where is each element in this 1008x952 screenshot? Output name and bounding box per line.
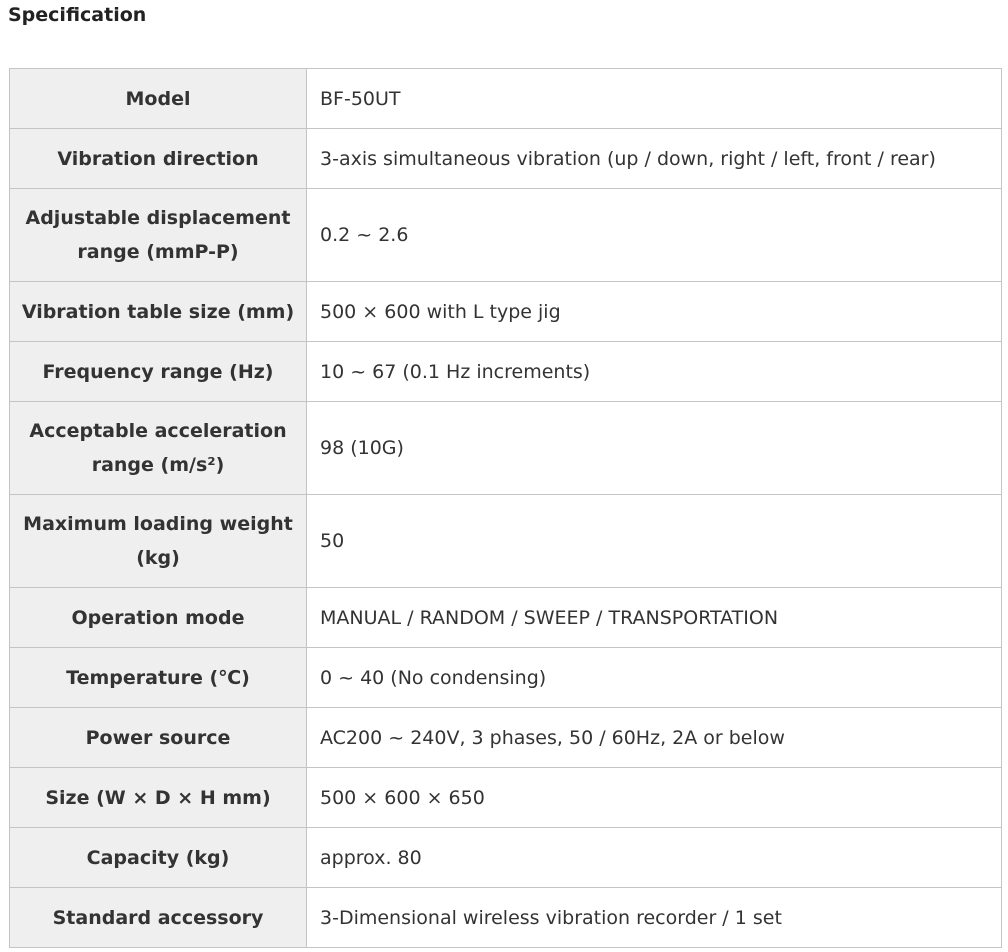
- page-title: Specification: [8, 4, 147, 26]
- spec-label-loading-weight: Maximum loading weight (kg): [10, 495, 307, 588]
- table-row: [10, 588, 1002, 648]
- spec-label-capacity: Capacity (kg): [10, 828, 307, 888]
- table-row: [10, 828, 1002, 888]
- spec-label-temperature: Temperature (℃): [10, 648, 307, 708]
- spec-value-temperature: 0 ~ 40 (No condensing): [307, 648, 1002, 708]
- spec-value-standard-accessory: 3-Dimensional wireless vibration recorder / 1 set: [307, 888, 1002, 948]
- spec-value-power-source: AC200 ~ 240V, 3 phases, 50 / 60Hz, 2A or below: [307, 708, 1002, 768]
- spec-value-capacity: approx. 80: [307, 828, 1002, 888]
- spec-label-table-size: Vibration table size (mm): [10, 282, 307, 342]
- spec-value-displacement-range: 0.2 ~ 2.6: [307, 189, 1002, 282]
- spec-value-model: BF-50UT: [307, 69, 1002, 129]
- table-row: [10, 768, 1002, 828]
- spec-value-loading-weight: 50: [307, 495, 1002, 588]
- spec-value-vibration-direction: 3-axis simultaneous vibration (up / down, right / left, front / rear): [307, 129, 1002, 189]
- table-row: [10, 282, 1002, 342]
- spec-label-vibration-direction: Vibration direction: [10, 129, 307, 189]
- table-row: [10, 888, 1002, 948]
- spec-label-model: Model: [10, 69, 307, 129]
- specification-table: [9, 68, 1002, 948]
- table-row: [10, 495, 1002, 588]
- spec-value-acceleration-range: 98 (10G): [307, 402, 1002, 495]
- spec-label-standard-accessory: Standard accessory: [10, 888, 307, 948]
- spec-label-displacement-range: Adjustable displacement range (mmP-P): [10, 189, 307, 282]
- table-row: [10, 648, 1002, 708]
- table-row: [10, 402, 1002, 495]
- table-row: [10, 129, 1002, 189]
- spec-value-size: 500 × 600 × 650: [307, 768, 1002, 828]
- spec-label-operation-mode: Operation mode: [10, 588, 307, 648]
- table-row: [10, 189, 1002, 282]
- spec-value-operation-mode: MANUAL / RANDOM / SWEEP / TRANSPORTATION: [307, 588, 1002, 648]
- table-row: [10, 69, 1002, 129]
- spec-value-table-size: 500 × 600 with L type jig: [307, 282, 1002, 342]
- table-row: [10, 708, 1002, 768]
- spec-label-acceleration-range: Acceptable acceleration range (m/s²): [10, 402, 307, 495]
- table-row: [10, 342, 1002, 402]
- spec-label-frequency-range: Frequency range (Hz): [10, 342, 307, 402]
- spec-label-size: Size (W × D × H mm): [10, 768, 307, 828]
- spec-label-power-source: Power source: [10, 708, 307, 768]
- spec-value-frequency-range: 10 ~ 67 (0.1 Hz increments): [307, 342, 1002, 402]
